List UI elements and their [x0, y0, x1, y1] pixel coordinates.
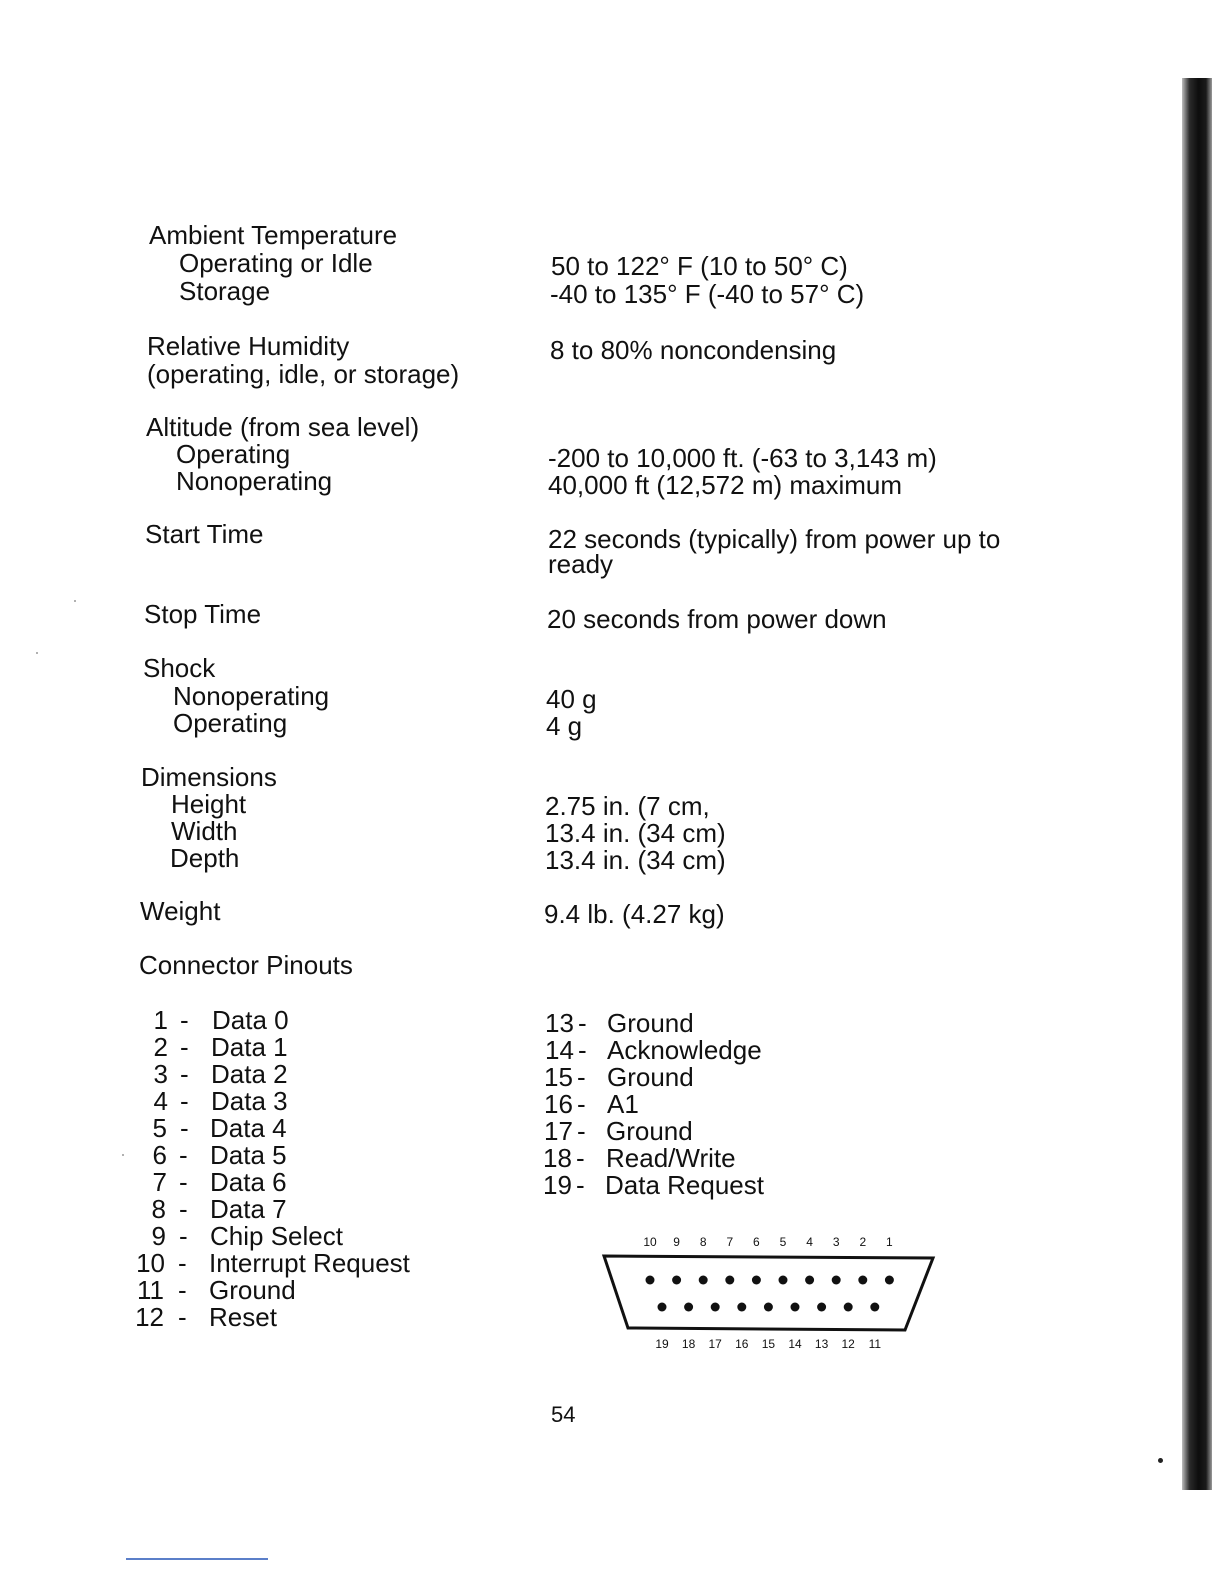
pin-name: Chip Select [210, 1221, 343, 1251]
spec-label-ambient-temperature: Ambient Temperature [149, 220, 398, 250]
pin-number: 14 [545, 1035, 574, 1065]
connector-pin-label: 2 [859, 1235, 867, 1249]
pin-number: 17 [544, 1116, 573, 1146]
pin-number: 2 [153, 1032, 168, 1062]
connector-pin-label: 17 [708, 1337, 722, 1351]
pin-name: Data Request [605, 1170, 764, 1200]
connector-pin-label: 4 [806, 1235, 813, 1249]
connector-pin [711, 1303, 720, 1312]
pin-number: 12 [135, 1302, 164, 1332]
connector-pin [699, 1276, 708, 1285]
pin-dash: - [179, 1221, 188, 1251]
spec-value-operating-or-idle: 50 to 122° F (10 to 50° C) [551, 251, 848, 281]
spec-sublabel-depth: Depth [170, 843, 240, 873]
spec-sublabel-storage: Storage [179, 276, 271, 306]
connector-pin [725, 1276, 734, 1285]
pin-name: Acknowledge [607, 1035, 762, 1065]
pin-name: Data 1 [211, 1032, 288, 1062]
spec-sublabel-shock-nonoperating: Nonoperating [173, 681, 330, 711]
connector-outline [604, 1256, 933, 1330]
pin-dash: - [577, 1089, 586, 1119]
spec-label-relative-humidity-note: (operating, idle, or storage) [147, 359, 460, 389]
pin-dash: - [180, 1086, 189, 1116]
pin-name: Reset [209, 1302, 277, 1332]
spec-value-start-time-line2: ready [548, 549, 614, 579]
spec-label-altitude: Altitude (from sea level) [146, 412, 420, 442]
pin-name: Ground [607, 1008, 694, 1038]
spec-sublabel-shock-operating: Operating [173, 708, 288, 738]
pin-name: Ground [209, 1275, 296, 1305]
connector-pin-label: 11 [868, 1337, 882, 1351]
pin-dash: - [180, 1113, 189, 1143]
connector-pin [779, 1276, 788, 1285]
connector-pin-label: 9 [673, 1235, 680, 1249]
spec-value-storage: -40 to 135° F (-40 to 57° C) [550, 279, 865, 309]
connector-pin [791, 1303, 800, 1312]
pin-number: 15 [544, 1062, 573, 1092]
pin-dash: - [578, 1008, 587, 1038]
spec-value-shock-operating: 4 g [546, 711, 583, 741]
connector-top-pins [646, 1276, 894, 1285]
spec-label-shock: Shock [143, 653, 216, 683]
connector-pin-label: 15 [761, 1337, 776, 1351]
pin-dash: - [180, 1032, 189, 1062]
spec-sublabel-altitude-nonoperating: Nonoperating [176, 466, 333, 496]
pin-number: 16 [544, 1089, 573, 1119]
spec-sublabel-height: Height [171, 789, 247, 819]
connector-pin-label: 8 [699, 1235, 707, 1249]
spec-value-start-time-line1: 22 seconds (typically) from power up to [548, 524, 1001, 554]
connector-pin [658, 1303, 667, 1312]
connector-pin [844, 1303, 853, 1312]
spec-label-dimensions: Dimensions [141, 762, 277, 792]
connector-pin [885, 1276, 894, 1285]
connector-pin-label: 1 [886, 1235, 893, 1249]
pin-name: Read/Write [606, 1143, 736, 1173]
pin-name: Interrupt Request [209, 1248, 410, 1278]
connector-pin-label: 7 [726, 1235, 734, 1249]
scan-edge-shadow [1182, 78, 1212, 1490]
pin-dash: - [576, 1143, 585, 1173]
pin-number: 8 [151, 1194, 166, 1224]
pin-dash: - [179, 1194, 188, 1224]
connector-pin [752, 1276, 761, 1285]
spec-label-start-time: Start Time [145, 519, 264, 549]
pin-number: 13 [545, 1008, 574, 1038]
scan-speck [122, 1154, 124, 1156]
scan-bottom-mark [126, 1558, 268, 1560]
pin-name: Ground [606, 1116, 693, 1146]
pin-dash: - [178, 1302, 187, 1332]
connector-pin [817, 1303, 826, 1312]
spec-label-stop-time: Stop Time [144, 599, 262, 629]
connector-pin-label: 19 [655, 1337, 669, 1351]
pin-name: Data 7 [210, 1194, 287, 1224]
connector-pin [737, 1303, 746, 1312]
connector-pin-label: 16 [735, 1337, 749, 1351]
connector-pin-label: 14 [788, 1337, 802, 1351]
connector-pin [646, 1276, 655, 1285]
connector-pin [858, 1276, 867, 1285]
spec-value-weight: 9.4 lb. (4.27 kg) [544, 899, 725, 929]
scan-speck [36, 652, 38, 654]
connector-pinouts-heading: Connector Pinouts [139, 950, 353, 980]
scan-speck [74, 600, 76, 602]
pin-number: 4 [153, 1086, 168, 1116]
pin-number: 3 [153, 1059, 168, 1089]
pin-dash: - [578, 1035, 587, 1065]
connector-pin [672, 1276, 681, 1285]
connector-pin-label: 3 [832, 1235, 840, 1249]
pin-dash: - [180, 1059, 189, 1089]
connector-pin-label: 12 [841, 1337, 855, 1351]
pin-name: Data 6 [210, 1167, 287, 1197]
pin-dash: - [179, 1167, 188, 1197]
pin-number: 11 [137, 1275, 164, 1305]
pin-dash: - [577, 1116, 586, 1146]
pin-name: Data 4 [210, 1113, 287, 1143]
spec-sublabel-width: Width [171, 816, 238, 846]
pin-number: 10 [136, 1248, 165, 1278]
connector-pin [684, 1303, 693, 1312]
spec-value-depth: 13.4 in. (34 cm) [545, 845, 726, 875]
connector-pin-label: 6 [753, 1235, 760, 1249]
connector-pin [870, 1303, 879, 1312]
spec-sublabel-altitude-operating: Operating [176, 439, 291, 469]
pin-name: Data 2 [211, 1059, 288, 1089]
connector-pin-label: 10 [643, 1235, 657, 1249]
pin-dash: - [178, 1248, 187, 1278]
connector-pin [832, 1276, 841, 1285]
spec-value-width: 13.4 in. (34 cm) [545, 818, 726, 848]
spec-value-stop-time: 20 seconds from power down [547, 604, 887, 634]
spec-value-height: 2.75 in. (7 cm, [545, 791, 710, 821]
pin-dash: - [179, 1140, 188, 1170]
pin-number: 19 [543, 1170, 572, 1200]
pin-number: 6 [152, 1140, 167, 1170]
spec-value-altitude-operating: -200 to 10,000 ft. (-63 to 3,143 m) [548, 443, 937, 473]
spec-label-relative-humidity: Relative Humidity [147, 331, 350, 361]
pin-name: A1 [607, 1089, 639, 1119]
connector-pin-label: 13 [814, 1337, 829, 1351]
connector-pin [805, 1276, 814, 1285]
pin-dash: - [577, 1062, 586, 1092]
pin-number: 18 [543, 1143, 572, 1173]
pin-name: Ground [607, 1062, 694, 1092]
pin-dash: - [576, 1170, 585, 1200]
pin-number: 5 [152, 1113, 167, 1143]
db19-connector-shell [600, 1252, 940, 1334]
connector-pin-label: 18 [681, 1337, 696, 1351]
pin-dash: - [178, 1275, 187, 1305]
pin-name: Data 5 [210, 1140, 287, 1170]
spec-value-altitude-nonoperating: 40,000 ft (12,572 m) maximum [548, 470, 903, 500]
connector-pin [764, 1303, 773, 1312]
connector-pin-label: 5 [779, 1235, 787, 1249]
pin-name: Data 0 [212, 1005, 289, 1035]
pin-dash: - [180, 1005, 189, 1035]
spec-value-relative-humidity: 8 to 80% noncondensing [550, 335, 837, 365]
page-number: 54 [551, 1402, 576, 1427]
spec-sublabel-operating-or-idle: Operating or Idle [179, 248, 373, 278]
pin-name: Data 3 [211, 1086, 288, 1116]
connector-bottom-pins [658, 1303, 880, 1312]
spec-value-shock-nonoperating: 40 g [546, 684, 597, 714]
pin-number: 9 [151, 1221, 166, 1251]
scan-speck [1158, 1458, 1163, 1463]
pin-number: 1 [153, 1005, 168, 1035]
spec-label-weight: Weight [140, 896, 221, 926]
pin-number: 7 [152, 1167, 167, 1197]
